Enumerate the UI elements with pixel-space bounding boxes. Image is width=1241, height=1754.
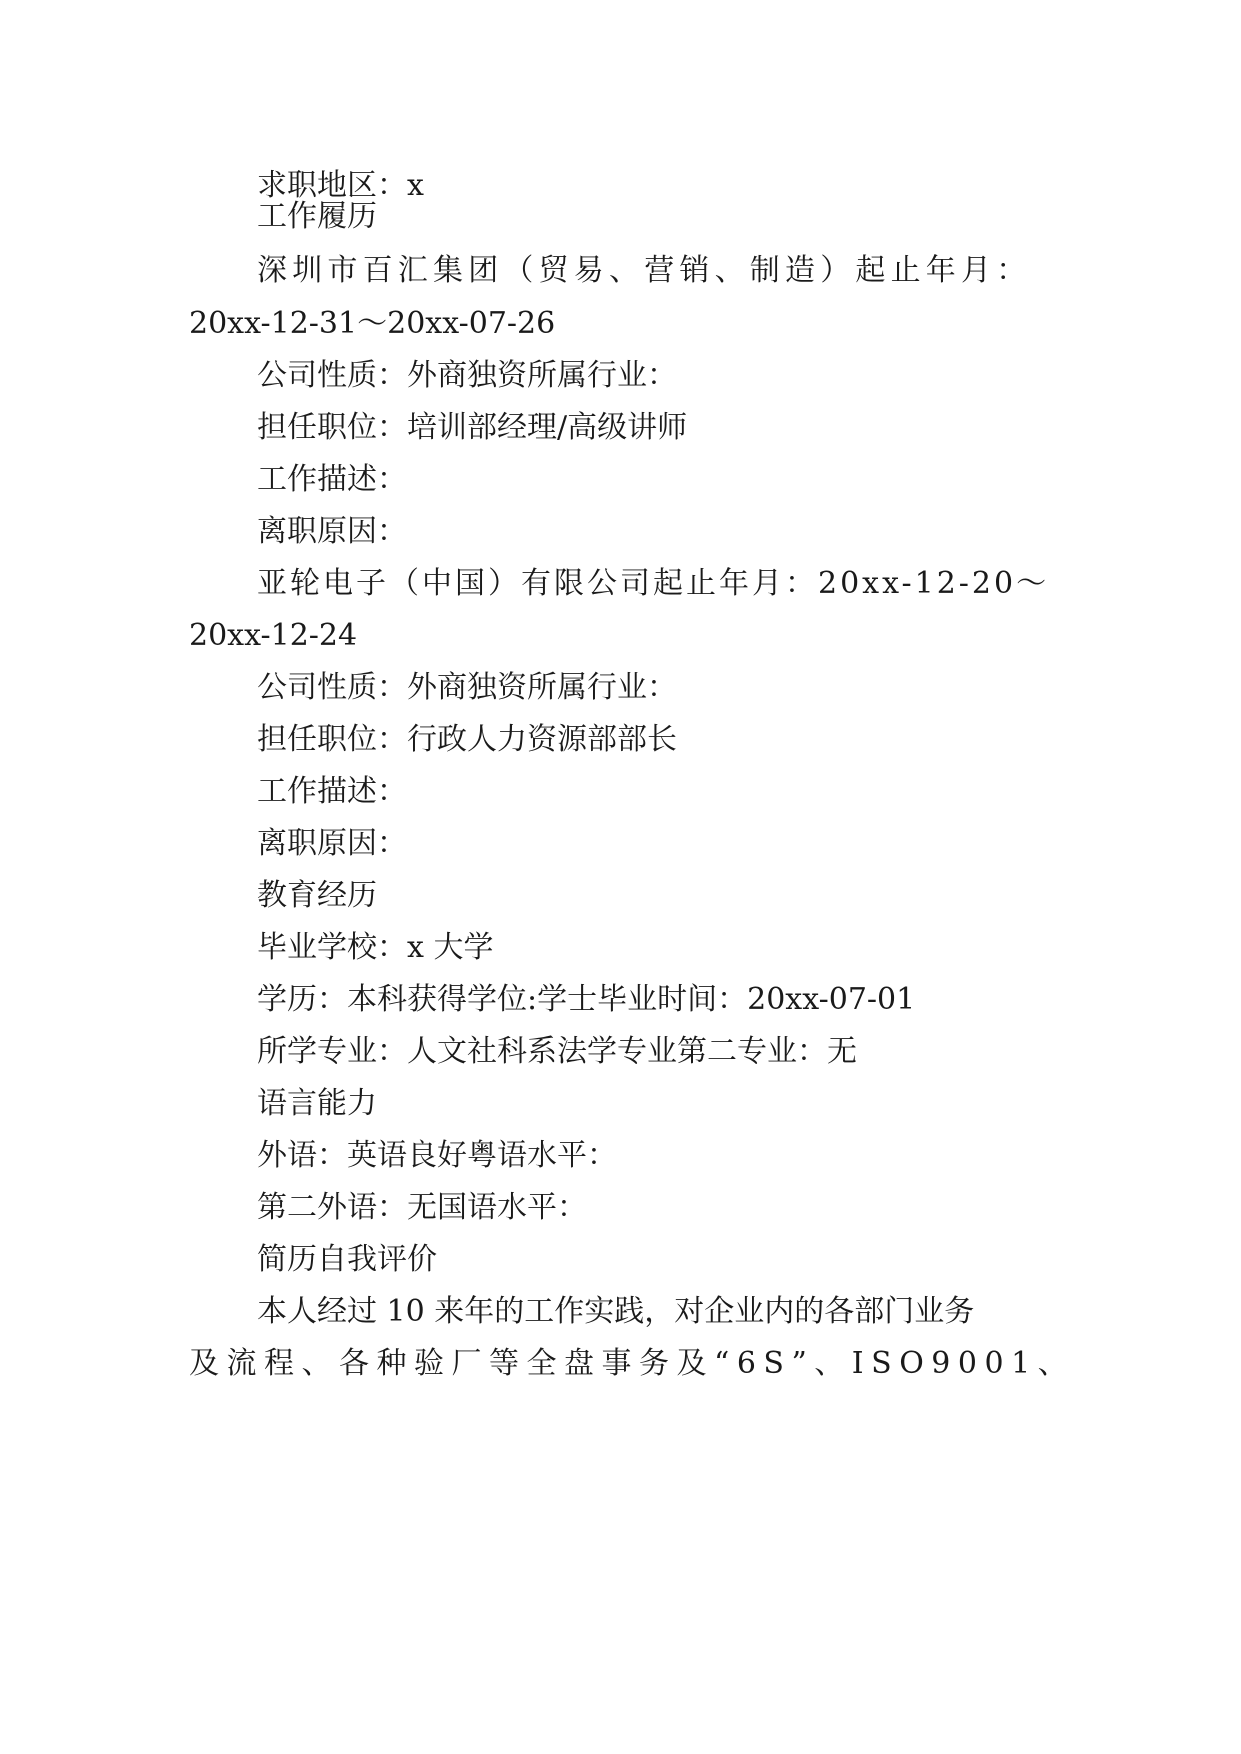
company-2-nature: 公司性质：外商独资所属行业： [257, 670, 677, 705]
company-2-dates: 20xx-12-24 [189, 618, 358, 653]
company-1-nature: 公司性质：外商独资所属行业： [257, 358, 677, 393]
company-1-leave-reason: 离职原因： [257, 514, 407, 549]
foreign-language-line: 外语：英语良好粤语水平： [257, 1138, 617, 1173]
self-evaluation-line-1: 本人经过 10 来年的工作实践，对企业内的各部门业务 [257, 1294, 975, 1329]
company-1-description: 工作描述： [257, 462, 407, 497]
second-language-line: 第二外语：无国语水平： [257, 1190, 587, 1225]
language-heading: 语言能力 [257, 1086, 377, 1121]
degree-line: 学历：本科获得学位:学士毕业时间：20xx-07-01 [257, 982, 916, 1017]
major-line: 所学专业：人文社科系法学专业第二专业：无 [257, 1034, 857, 1069]
school-line: 毕业学校：x 大学 [257, 930, 494, 965]
company-1-line: 深圳市百汇集团（贸易、营销、制造）起止年月： [257, 253, 1032, 288]
company-2-leave-reason: 离职原因： [257, 826, 407, 861]
self-evaluation-line-2: 及流程、各种验厂等全盘事务及“6S”、ISO9001、 [189, 1346, 1076, 1381]
company-2-description: 工作描述： [257, 774, 407, 809]
self-evaluation-heading: 简历自我评价 [257, 1242, 437, 1277]
company-2-position: 担任职位：行政人力资源部部长 [257, 722, 677, 757]
job-region-line: 求职地区：x [257, 168, 424, 203]
work-history-heading: 工作履历 [257, 199, 377, 234]
company-1-position: 担任职位：培训部经理/高级讲师 [257, 410, 688, 445]
company-1-dates: 20xx-12-31～20xx-07-26 [189, 306, 556, 341]
company-2-line: 亚轮电子（中国）有限公司起止年月：20xx-12-20～ [257, 566, 1050, 601]
education-heading: 教育经历 [257, 878, 377, 913]
